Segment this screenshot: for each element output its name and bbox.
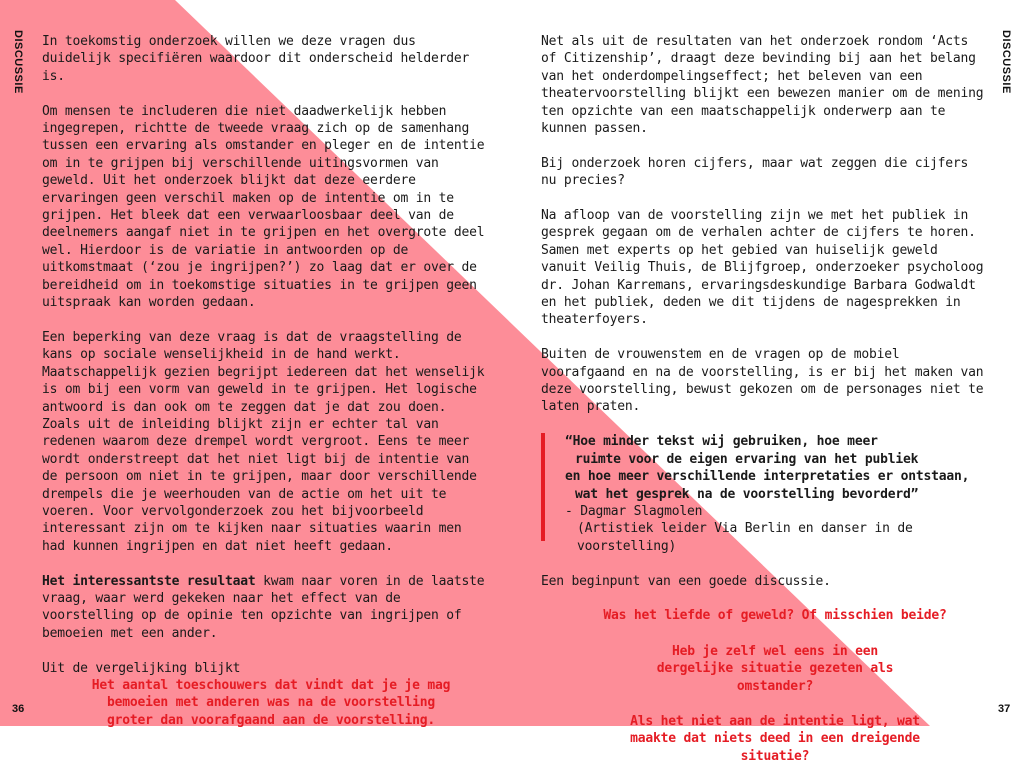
- discussion-question-3: Als het niet aan de intentie ligt, wat maakte dat niets deed in een dreigende situatie?: [630, 713, 920, 764]
- right-section-label: DISCUSSIE: [1000, 30, 1012, 94]
- left-paragraph-2: Om mensen te includeren die niet daadwerkelijk hebben ingegrepen, richtte de tweede vraag zich op de samenhang tussen een ervaring als omstander en pleger en de intentie om in te grijpen bij verschillende uitingsvormen van geweld. Uit het onderzoek blijkt dat deze eerdere ervaringen geen verschil maken op de intentie om in te grijpen. Het bleek dat een verwaarloosbaar deel van de deelnemers aangaf niet in te grijpen en het overgrote deel wel. Hierdoor is de variatie in antwoorden op de uitkomstmaat (‘zou je ingrijpen?’) zo laag dat er over de bereidheid om in toekomstige situaties in te grijpen geen uitspraak kan worden gedaan.: [42, 103, 485, 311]
- discussion-questions: [541, 607, 989, 765]
- key-finding: Het aantal toeschouwers dat vindt dat je je mag bemoeien met anderen was na de voorstelling groter dan voorafgaand aan de voorstelling.: [91, 677, 451, 728]
- quote-line-2: ruimte voor de eigen ervaring van het publiek: [575, 451, 919, 467]
- right-paragraph-5: Een beginpunt van een goede discussie.: [541, 573, 831, 589]
- right-paragraph-2: Bij onderzoek horen cijfers, maar wat zeggen die cijfers nu precies?: [541, 155, 969, 189]
- left-paragraph-5: Uit de vergelijking blijkt: [42, 660, 241, 676]
- right-paragraph-3: Na afloop van de voorstelling zijn we met het publiek in gesprek gegaan om de verhalen achter de cijfers te horen. Samen met experts op het gebied van huiselijk geweld vanuit Veilig Thuis, de Blijfgroep, onderzoeker psycholoog dr. Johan Karremans, ervaringsdeskundige Barbara Godwaldt en het publiek, deden we dit tijdens de nagesprekken in theaterfoyers.: [541, 208, 984, 328]
- left-column: [42, 33, 490, 747]
- quote-role: (Artistiek leider Via Berlin en danser in de voorstelling): [577, 521, 913, 554]
- quote-bar: [541, 433, 545, 541]
- left-page-number: 36: [12, 703, 25, 715]
- left-paragraph-4: [42, 573, 490, 643]
- quote-line-1: “Hoe minder tekst wij gebruiken, hoe meer: [565, 434, 878, 450]
- discussion-question-2: Heb je zelf wel eens in een dergelijke situatie gezeten als omstander?: [656, 643, 894, 694]
- left-section-label: DISCUSSIE: [12, 30, 24, 94]
- result-text: kwam naar voren in de laatste vraag, waar werd gekeken naar het effect van de voorstelling op de opinie ten opzichte van ingrijpen of bemoeien met een ander.: [42, 573, 485, 641]
- quote-line-3: en hoe meer verschillende interpretaties er ontstaan,: [565, 469, 970, 485]
- quote-line-4: wat het gesprek na de voorstelling bevorderd”: [575, 486, 919, 502]
- quote-attribution: - Dagmar Slagmolen: [565, 503, 703, 519]
- result-highlight: Het interessantste resultaat: [42, 573, 256, 589]
- right-paragraph-1: Net als uit de resultaten van het onderzoek rondom ‘Acts of Citizenship’, draagt deze bevinding bij aan het belang van het onderdompelingseffect; het beleven van een theatervoorstelling blijkt een bewezen manier om de mening ten opzichte van een maatschappelijk onderwerp aan te kunnen passen.: [541, 34, 984, 137]
- left-paragraph-1: In toekomstig onderzoek willen we deze vragen dus duidelijk specifiëren waardoor dit onderscheid helderder is.: [42, 34, 470, 84]
- right-paragraph-4: Buiten de vrouwenstem en de vragen op de mobiel voorafgaand en na de voorstelling, is er bij het maken van deze voorstelling, bewust gekozen om de personages niet te laten praten.: [541, 347, 984, 415]
- right-page-number: 37: [998, 703, 1011, 715]
- pull-quote: [541, 433, 989, 555]
- discussion-question-1: Was het liefde of geweld? Of misschien beide?: [603, 608, 947, 624]
- left-paragraph-3: Een beperking van deze vraag is dat de vraagstelling de kans op sociale wenselijkheid in de hand werkt. Maatschappelijk gezien begrijpt iedereen dat het wenselijk is om bij een vorm van geweld in te grijpen. Het logische antwoord is dan ook om te zeggen dat je dat zou doen. Zoals uit de inleiding blijkt zijn er echter tal van redenen waarom deze drempel wordt vergroot. Eens te meer wordt onderstreept dat het niet ligt bij de intentie van de persoon om niet in te grijpen, maar door verschillende drempels die je weerhouden van de actie om het uit te voeren. Voor vervolgonderzoek zou het bijvoorbeeld interessant zijn om te kijken naar situaties waarin men had kunnen ingrijpen en dat niet heeft gedaan.: [42, 329, 485, 554]
- right-column: [541, 33, 989, 783]
